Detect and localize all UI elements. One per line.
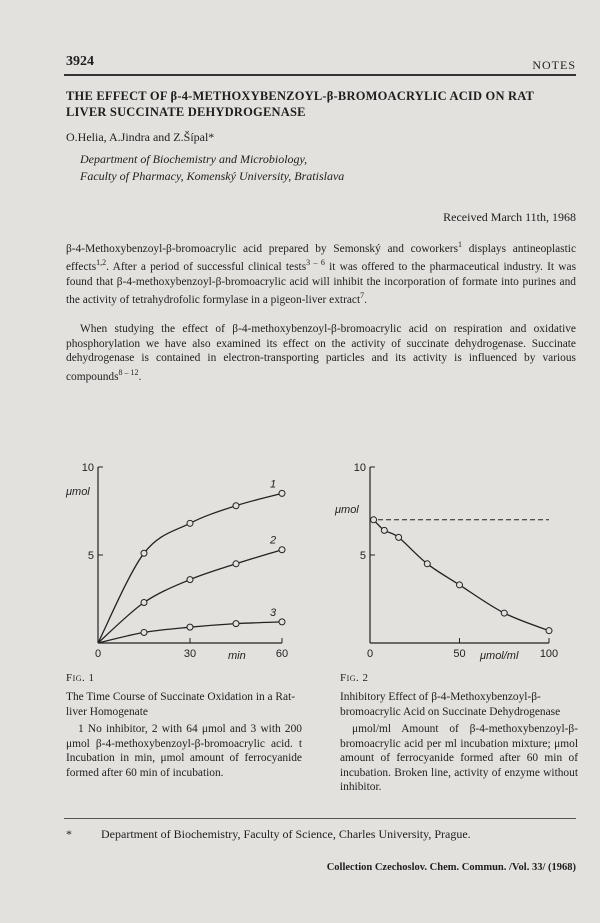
paragraph-2: [66, 322, 576, 384]
p1-text-d: it was offered to the pharmaceutical industry. It was found that β-4-methoxybenzoyl-β-bromoacrylic acid will inhibit the incorporation of formate into purines and the activity of tetrahydrofolic formylase in a pigeon-liver extract: [66, 261, 577, 306]
series-label: 2: [270, 534, 277, 547]
affiliation-line-2: Faculty of Pharmacy, Komenský University, Bratislava: [80, 169, 345, 183]
x-tick-label: 60: [275, 648, 289, 660]
x-axis-label: μmol/ml: [480, 650, 519, 662]
article-title: THE EFFECT OF β-4-METHOXYBENZOYL-β-BROMOACRYLIC ACID ON RAT LIVER SUCCINATE DEHYDROGENASE: [66, 89, 534, 119]
journal-reference: Collection Czechoslov. Chem. Commun. /Vol. 33/ (1968): [326, 862, 576, 873]
paragraph-1: [66, 238, 576, 307]
fig1-lines: [98, 493, 282, 643]
series-line: [98, 493, 282, 643]
p1-text-e: .: [364, 293, 368, 306]
y-axis-label: μmol: [335, 504, 359, 516]
footnote-rule: [64, 818, 576, 819]
affiliation: [80, 151, 344, 185]
authors: O.Helia, A.Jindra and Z.Šípal*: [66, 130, 215, 144]
received-date: Received March 11th, 1968: [443, 210, 576, 224]
section-label: NOTES: [532, 58, 576, 72]
x-axis-label: min: [228, 650, 246, 662]
p1-text-b: displays antineoplastic effects: [66, 242, 576, 274]
data-point: [457, 582, 463, 588]
x-tick-label: 0: [366, 648, 374, 660]
data-point: [187, 624, 193, 630]
data-point: [141, 550, 147, 556]
series-label: 1: [270, 478, 277, 491]
p1-text-c: . After a period of successful clinical tests: [106, 261, 307, 274]
data-point: [187, 577, 193, 583]
figure-2-chart: [330, 455, 580, 665]
data-point: [546, 628, 552, 634]
x-tick-label: 30: [183, 648, 197, 660]
p2-text-b: .: [138, 370, 142, 383]
data-point: [187, 520, 193, 526]
y-tick-label: 5: [359, 550, 366, 562]
figure-1-caption: [66, 672, 302, 780]
p2-text-a: When studying the effect of β-4-methoxybenzoyl-β-bromoacrylic acid on respiration and oxidative phosphorylation we have also examined its effect on the activity of succinate dehydrogenase. Succinate dehydrogenase is contained in electron-transporting particles and its activity is influenced by various compounds: [66, 323, 576, 383]
fig1-points: [141, 490, 285, 635]
data-point: [371, 517, 377, 523]
p1-text-a: β-4-Methoxybenzoyl-β-bromoacrylic acid prepared by Semonský and coworkers: [66, 242, 459, 255]
ref-sup: 8 – 12: [118, 367, 139, 377]
header-rule: [64, 74, 576, 76]
figure-2-text: μmol/ml Amount of β-4-methoxybenzoyl-β-bromoacrylic acid per ml incubation mixture; μmol amount of ferrocyanide formed after 60 min of incubation. Broken line, activity of enzyme without inhibitor.: [340, 723, 578, 793]
data-point: [279, 547, 285, 553]
ref-sup: 1,2: [96, 258, 107, 268]
ref-sup: 1: [458, 240, 463, 249]
data-point: [424, 561, 430, 567]
data-point: [279, 490, 285, 496]
footnote-mark: *: [66, 827, 72, 841]
fig2-points: [371, 517, 552, 634]
data-point: [141, 629, 147, 635]
x-tick-label: 50: [453, 648, 466, 660]
data-point: [279, 619, 285, 625]
series-label: 3: [270, 606, 277, 619]
figure-1-chart: [60, 455, 310, 665]
figure-1-text: 1 No inhibitor, 2 with 64 μmol and 3 with 200 μmol β-4-methoxybenzoyl-β-bromoacrylic acid. t Incubation in min, μmol amount of ferrocyanide formed after 60 min of incubation.: [66, 723, 302, 779]
data-point: [233, 503, 239, 509]
figure-2-title: Inhibitory Effect of β-4-Methoxybenzoyl-β-bromoacrylic Acid on Succinate Dehydrogenase: [340, 691, 561, 718]
y-tick-label: 5: [87, 550, 94, 562]
data-point: [381, 527, 387, 533]
data-point: [233, 561, 239, 567]
data-point: [501, 610, 507, 616]
footnote-text: Department of Biochemistry, Faculty of Science, Charles University, Prague.: [101, 827, 471, 841]
figure-2-label: Fig. 2: [340, 672, 369, 684]
x-tick-label: 0: [94, 648, 102, 660]
data-point: [396, 534, 402, 540]
figure-2-caption: [340, 672, 578, 795]
fig2-axes: [370, 467, 549, 643]
fig2-labels: [334, 462, 558, 662]
data-point: [141, 600, 147, 606]
x-tick-label: 100: [539, 648, 559, 660]
y-tick-label: 10: [81, 462, 94, 474]
footnote: [66, 827, 576, 842]
y-axis-label: μmol: [66, 486, 90, 498]
ref-sup: 7: [360, 291, 365, 301]
fig1-axes: [98, 467, 282, 643]
page-number: 3924: [66, 54, 94, 69]
y-tick-label: 10: [353, 462, 366, 474]
data-point: [233, 621, 239, 627]
ref-sup: 3 – 6: [306, 258, 325, 268]
figure-1-label: Fig. 1: [66, 672, 95, 684]
figure-1-title: The Time Course of Succinate Oxidation in a Rat-liver Homogenate: [66, 691, 296, 718]
affiliation-line-1: Department of Biochemistry and Microbiology,: [80, 152, 308, 166]
